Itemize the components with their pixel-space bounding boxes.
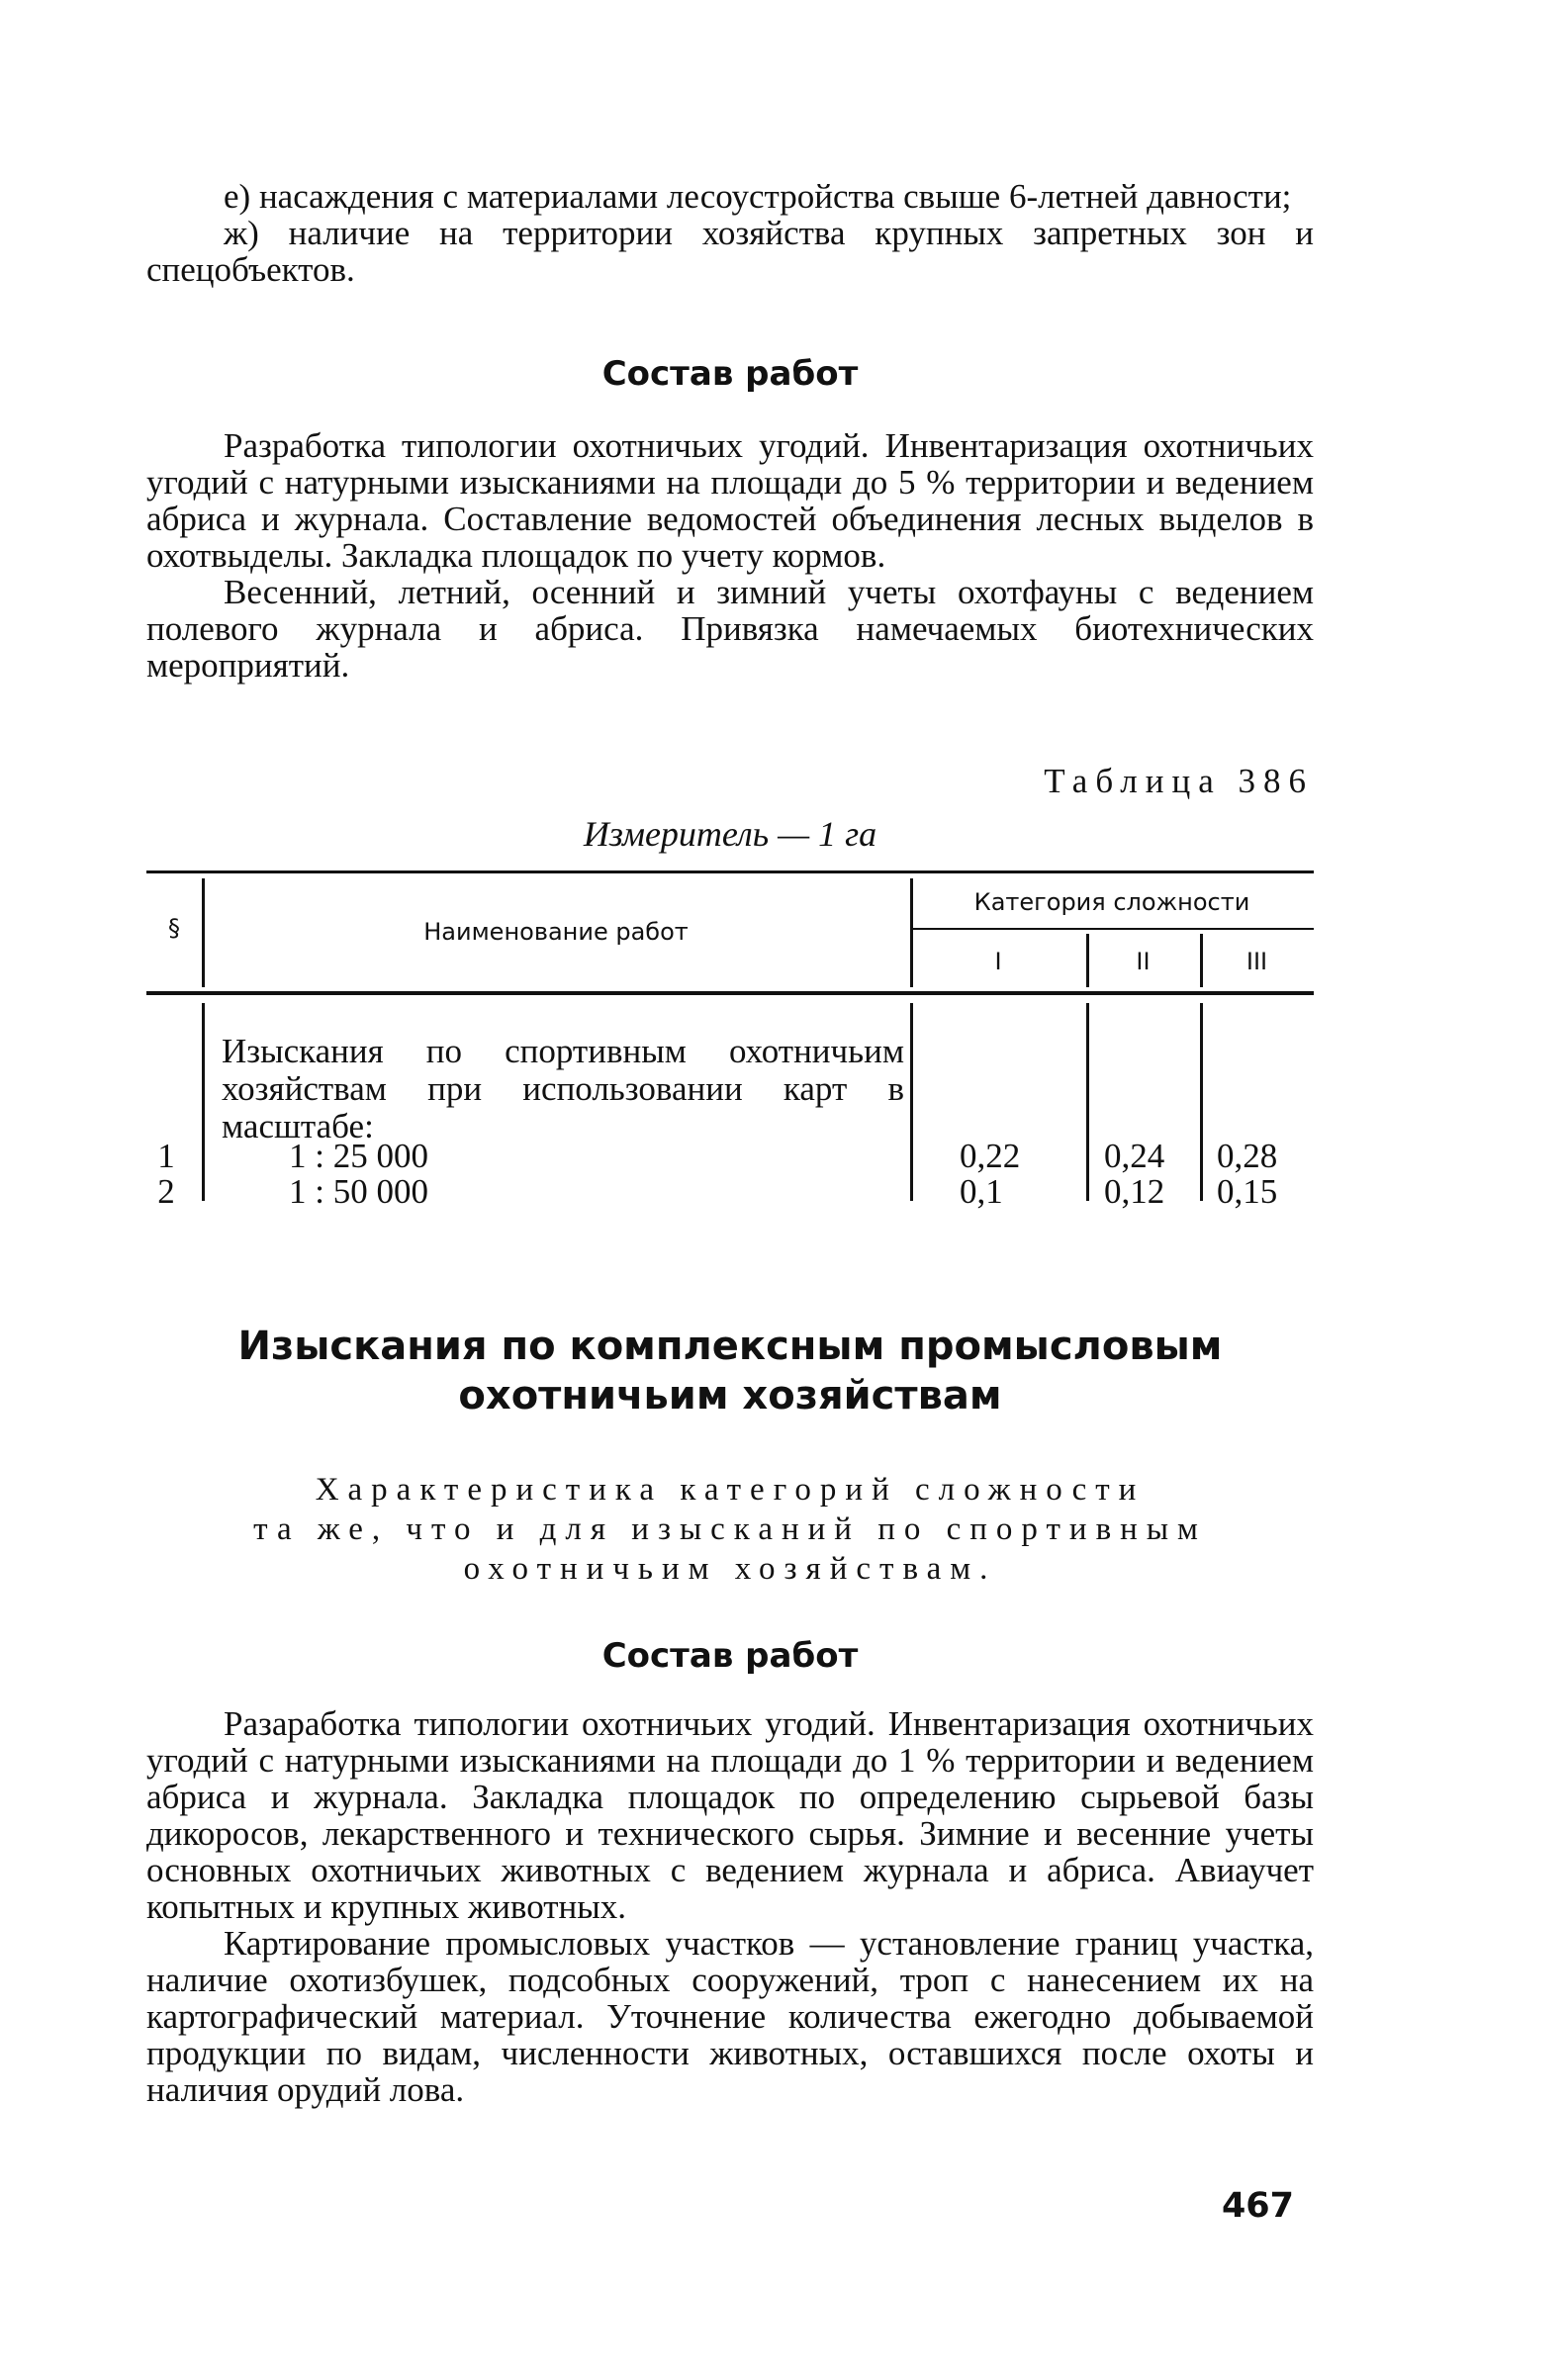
main-heading-line: охотничьим хозяйствам (458, 1373, 1002, 1419)
group-label-line: хозяйствам при использовании карт в (222, 1069, 904, 1108)
section2-body (146, 1705, 1314, 2108)
row-value-cat3: 0,15 (1217, 1172, 1278, 1211)
table-vline (1200, 1003, 1203, 1201)
paragraph-e: е) насаждения с материалами лесоустройства свыше 6-летней давности; (224, 177, 1292, 216)
paragraph-zh: ж) наличие на территории хозяйства крупных запретных зон и спецобъектов. (146, 214, 1314, 289)
row-value-cat1: 0,22 (960, 1137, 1021, 1175)
section2-heading: Состав работ (601, 1636, 859, 1676)
group-label-line: Изыскания по спортивным охотничьим (222, 1032, 904, 1070)
data-table (146, 870, 1314, 1211)
row-value-cat1: 0,1 (960, 1172, 1003, 1211)
group-label-line: масштабе: (222, 1107, 374, 1145)
header-cat-2: II (1136, 948, 1151, 975)
header-cat-3: III (1245, 948, 1268, 975)
characteristic-line: Характеристика категорий сложности (315, 1472, 1146, 1508)
table-number: Таблица 386 (1044, 762, 1314, 800)
row-value-cat3: 0,28 (1217, 1137, 1278, 1175)
header-cat-1: I (994, 948, 1002, 975)
main-heading-line: Изыскания по комплексным промысловым (237, 1324, 1223, 1369)
main-heading (146, 1322, 1314, 1420)
characteristic-line: та же, что и для изысканий по спортивным (253, 1511, 1207, 1547)
section2-paragraph: Картирование промысловых участков — установление границ участка, наличие охотизбушек, подсобных сооружений, троп с нанесением их на картографический материал. Уточнение количества ежегодно добываемой продукции по видам, численности животных, оставшихся после охоты и наличия орудий лова. (146, 1924, 1314, 2109)
section1-paragraph: Весенний, летний, осенний и зимний учеты охотфауны с ведением полевого журнала и абриса. Привязка намечаемых биотехнических мероприятий. (146, 573, 1314, 685)
row-value-cat2: 0,12 (1104, 1172, 1165, 1211)
row-scale: 1 : 50 000 (289, 1172, 428, 1211)
table-header-rule (146, 991, 1314, 995)
row-scale: 1 : 25 000 (289, 1137, 428, 1175)
row-value-cat2: 0,24 (1104, 1137, 1165, 1175)
section1-body (146, 427, 1314, 684)
header-category: Категория сложности (973, 888, 1250, 916)
top-text (146, 178, 1314, 288)
table-category-rule (910, 928, 1314, 930)
row-number: 1 (157, 1137, 175, 1175)
table-top-rule (146, 870, 1314, 873)
table-measure: Измеритель — 1 га (583, 814, 877, 854)
complexity-characteristic (146, 1470, 1314, 1589)
row-number: 2 (157, 1172, 175, 1211)
characteristic-line: охотничьим хозяйствам. (463, 1551, 997, 1587)
section2-paragraph: Разаработка типологии охотничьих угодий. Инвентаризация охотничьих угодий с натурными изысканиями на площади до 1 % территории и ведением абриса и журнала. Закладка площадок по определению сырьевой базы дикоросов, лекарственного и технического сырья. Зимние и весенние учеты основных охотничьих животных с ведением журнала и абриса. Авиаучет копытных и крупных животных. (146, 1704, 1314, 1926)
section1-heading: Состав работ (601, 354, 859, 394)
table-vline (1086, 1003, 1089, 1201)
table-vline (910, 1003, 913, 1201)
header-section-symbol: § (168, 914, 180, 942)
table-vline (202, 1003, 205, 1201)
page-number: 467 (1221, 2186, 1294, 2226)
section1-paragraph: Разработка типологии охотничьих угодий. Инвентаризация охотничьих угодий с натурными изысканиями на площади до 5 % территории и ведением абриса и журнала. Составление ведомостей объединения лесных выделов в охотвыделы. Закладка площадок по учету кормов. (146, 426, 1314, 575)
header-work-name: Наименование работ (423, 918, 689, 946)
